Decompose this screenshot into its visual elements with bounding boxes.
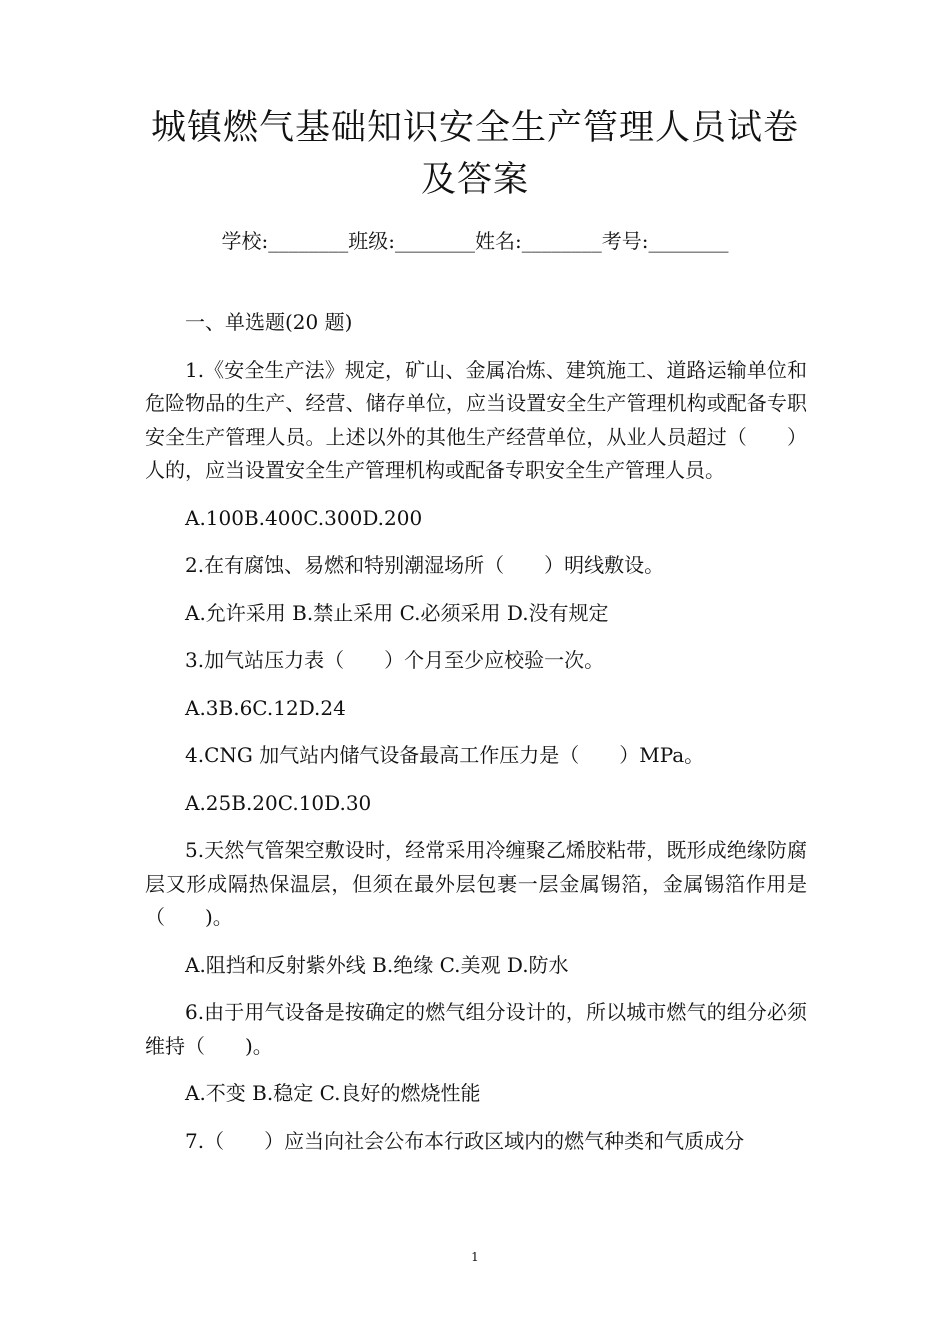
options-3: A.3B.6C.12D.24 bbox=[185, 695, 346, 720]
question-2: 2.在有腐蚀、易燃和特别潮湿场所（ ）明线敷设。 bbox=[185, 553, 665, 577]
document-title bbox=[120, 102, 830, 206]
exam-content bbox=[145, 306, 807, 1172]
options-6: A.不变 B.稳定 C.良好的燃烧性能 bbox=[185, 1081, 481, 1105]
student-info-line: 学校:________班级:________姓名:________考号:________ bbox=[221, 229, 729, 253]
question-4: 4.CNG 加气站内储气设备最高工作压力是（ ）MPa。 bbox=[185, 743, 705, 767]
options-1: A.100B.400C.300D.200 bbox=[185, 505, 423, 530]
options-2: A.允许采用 B.禁止采用 C.必须采用 D.没有规定 bbox=[185, 600, 609, 625]
page-number: 1 bbox=[471, 1250, 479, 1264]
question-3: 3.加气站压力表（ ）个月至少应校验一次。 bbox=[185, 648, 605, 672]
section-heading: 一、单选题(20 题) bbox=[185, 310, 353, 334]
question-5: 5.天然气管架空敷设时，经常采用冷缠聚乙烯胶粘带，既形成绝缘防腐层又形成隔热保温层，但须在最外层包裹一层金属锡箔，金属锡箔作用是（ )。 bbox=[145, 838, 807, 929]
question-1: 1.《安全生产法》规定，矿山、金属冶炼、建筑施工、道路运输单位和危险物品的生产、经营、储存单位，应当设置安全生产管理机构或配备专职安全生产管理人员。上述以外的其他生产经营单位，从业人员超过（ ）人的，应当设置安全生产管理机构或配备专职安全生产管理人员。 bbox=[145, 357, 807, 482]
title-line-1: 城镇燃气基础知识安全生产管理人员试卷 bbox=[150, 108, 799, 148]
title-line-2: 及答案 bbox=[420, 160, 529, 200]
question-7: 7.（ ）应当向社会公布本行政区域内的燃气种类和气质成分 bbox=[185, 1128, 745, 1153]
question-6: 6.由于用气设备是按确定的燃气组分设计的，所以城市燃气的组分必须维持（ )。 bbox=[145, 1000, 807, 1058]
options-4: A.25B.20C.10D.30 bbox=[185, 790, 372, 815]
options-5: A.阻挡和反射紫外线 B.绝缘 C.美观 D.防水 bbox=[185, 952, 569, 977]
